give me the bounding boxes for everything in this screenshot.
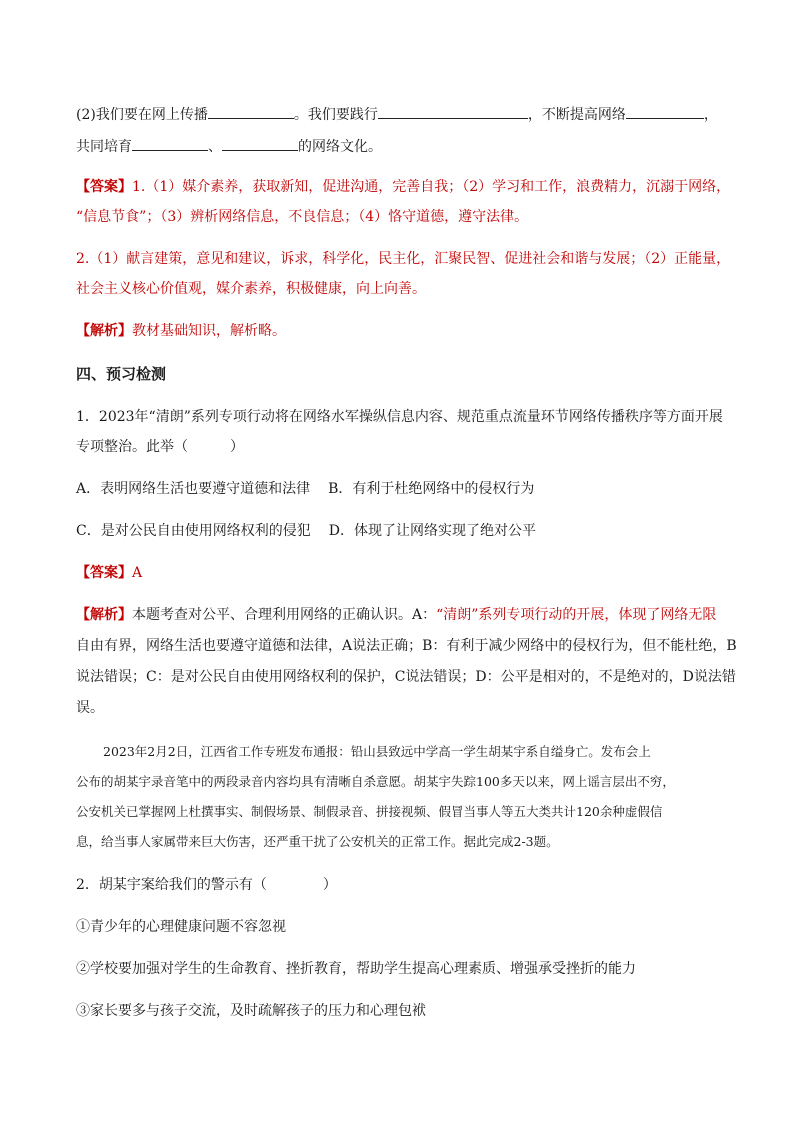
answer-3 <box>76 564 142 582</box>
q2-fill-line-1 <box>76 104 718 124</box>
material-line-2: 公布的胡某宇录音笔中的两段录音内容均具有清晰自杀意愿。胡某宇失踪100多天以来，网上谣言层出不穷， <box>76 774 675 789</box>
fill-blank <box>132 136 208 151</box>
analysis-text: 本题考查对公平、合理利用网络的正确认识。A： <box>132 607 437 623</box>
answer-text: “信息节食”；（3）辨析网络信息，不良信息；（4）恪守道德，遵守法律。 <box>76 209 529 225</box>
fill-blank <box>208 104 294 119</box>
question-2-item-3: ③家长要多与孩子交流，及时疏解孩子的压力和心理包袱 <box>76 1003 426 1019</box>
material-line-3: 公安机关已掌握网上杜撰事实、制假场景、制假录音、拼接视频、假冒当事人等五大类共计120余种虚假信 <box>76 804 663 819</box>
answer-2-line-1 <box>76 250 730 268</box>
material-line-4: 息，给当事人家属带来巨大伤害，还严重干扰了公安机关的正常工作。据此完成2-3题。 <box>76 834 559 849</box>
analysis-label: 【解析】 <box>76 607 132 623</box>
fill-blank <box>378 104 528 119</box>
question-2-item-1: ①青少年的心理健康问题不容忽视 <box>76 919 286 935</box>
question-2-stem: 2．胡某宇案给我们的警示有（ ） <box>76 877 337 893</box>
analysis-2-line-3: 说法错误；C：是对公民自由使用网络权利的保护，C说法错误；D：公平是相对的，不是绝对的，D说法错 <box>76 669 736 685</box>
q2-text-5: 共同培育 <box>76 139 132 155</box>
answer-text: 社会主义核心价值观，媒介素养，积极健康，向上向善。 <box>76 281 426 297</box>
answer-text: 1.（1）媒介素养，获取新知，促进沟通，完善自我；（2）学习和工作，浪费精力，沉溺于网络， <box>132 179 731 195</box>
question-1-options-cd <box>76 522 536 540</box>
analysis-text: 教材基础知识，解析略。 <box>132 323 286 339</box>
section-title: 四、预习检测 <box>76 365 167 383</box>
answer-text: 2.（1）献言建策，意见和建议，诉求，科学化，民主化，汇聚民智、促进社会和谐与发展；（2）正能量， <box>76 251 731 267</box>
answer-1-line-2 <box>76 208 528 226</box>
material-line-1: 2023年2月2日，江西省工作专班发布通报：铅山县致远中学高一学生胡某宇系自缢身亡。发布会上 <box>103 744 651 759</box>
analysis-2-line-1 <box>76 606 716 624</box>
fill-blank <box>626 104 704 119</box>
analysis-2-line-4: 误。 <box>76 700 104 716</box>
question-1-options-ab <box>76 480 534 498</box>
analysis-text-highlight: “清朗”系列专项行动的开展，体现了网络无限 <box>436 607 717 623</box>
option-d: D．体现了让网络实现了绝对公平 <box>328 523 536 539</box>
answer-label: 【答案】 <box>76 179 132 195</box>
option-b: B．有利于杜绝网络中的侵权行为 <box>328 481 535 497</box>
analysis-1 <box>76 322 286 340</box>
q2-text-7: 的网络文化。 <box>298 139 382 155</box>
fill-blank <box>222 136 298 151</box>
analysis-label: 【解析】 <box>76 323 132 339</box>
q2-text-1: (2)我们要在网上传播 <box>76 107 208 123</box>
answer-2-line-2 <box>76 280 426 298</box>
question-1-line-2: 专项整治。此举（ ） <box>76 439 244 455</box>
question-2-item-2: ②学校要加强对学生的生命教育、挫折教育，帮助学生提高心理素质、增强承受挫折的能力 <box>76 961 636 977</box>
analysis-2-line-2: 自由有界，网络生活也要遵守道德和法律，A说法正确；B：有利于减少网络中的侵权行为，但不能杜绝，B <box>76 638 737 654</box>
q2-text-6: 、 <box>208 139 222 155</box>
q2-text-3: ，不断提高网络 <box>527 107 626 123</box>
answer-label: 【答案】 <box>76 565 132 581</box>
question-1-line-1: 1．2023年“清朗”系列专项行动将在网络水军操纵信息内容、规范重点流量环节网络传播秩序等方面开展 <box>76 409 723 425</box>
answer-1-line-1 <box>76 178 730 196</box>
answer-text: A <box>132 565 143 581</box>
q2-fill-line-2 <box>76 136 382 156</box>
option-a: A．表明网络生活也要遵守道德和法律 <box>76 481 311 497</box>
q2-text-4: ， <box>703 107 718 123</box>
q2-text-2: 。我们要践行 <box>293 107 378 123</box>
option-c: C．是对公民自由使用网络权利的侵犯 <box>76 523 311 539</box>
